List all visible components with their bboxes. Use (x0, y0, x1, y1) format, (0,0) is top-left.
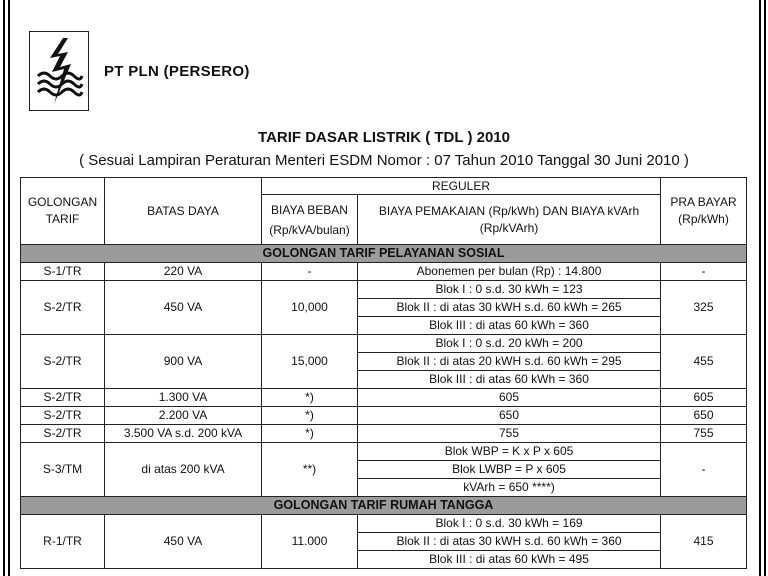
cell-pra-bayar: 605 (661, 389, 747, 407)
tariff-table (20, 177, 747, 569)
cell-biaya-beban: *) (262, 407, 358, 425)
cell-blok-2: Blok II : di atas 30 kWH s.d. 60 kWh = 265 (358, 299, 661, 317)
cell-pra-bayar: 415 (661, 515, 747, 569)
document-title: TARIF DASAR LISTRIK ( TDL ) 2010 (258, 129, 510, 146)
lightning-logo-icon (30, 32, 88, 110)
cell-blok-2: Blok II : di atas 20 kWH s.d. 60 kWh = 295 (358, 353, 661, 371)
document-subtitle: ( Sesuai Lampiran Peraturan Menteri ESDM Nomor : 07 Tahun 2010 Tanggal 30 Juni 2010 ) (79, 152, 689, 169)
cell-pra-bayar: 755 (661, 425, 747, 443)
cell-golongan: S-3/TM (21, 443, 105, 497)
cell-golongan: S-1/TR (21, 263, 105, 281)
cell-batas-daya: 1.300 VA (105, 389, 262, 407)
header-biaya-pemakaian: BIAYA PEMAKAIAN (Rp/kWh) DAN BIAYA kVArh (Rp/kVArh) (358, 195, 661, 245)
cell-batas-daya: 900 VA (105, 335, 262, 389)
cell-biaya-beban: *) (262, 425, 358, 443)
cell-biaya-pemakaian: 755 (358, 425, 661, 443)
section-row (21, 245, 747, 263)
cell-pra-bayar: 650 (661, 407, 747, 425)
cell-biaya-beban: - (262, 263, 358, 281)
table-row (21, 515, 747, 533)
cell-biaya-beban: *) (262, 389, 358, 407)
cell-blok-1: Blok I : 0 s.d. 30 kWh = 123 (358, 281, 661, 299)
table-row (21, 263, 747, 281)
right-border-line (759, 0, 761, 576)
cell-biaya-pemakaian: 605 (358, 389, 661, 407)
right-border-line-inner (764, 0, 766, 576)
left-border-line-inner (8, 0, 10, 576)
header-golongan: GOLONGAN TARIF (21, 178, 105, 245)
cell-blok-wbp: Blok WBP = K x P x 605 (358, 443, 661, 461)
section-row (21, 497, 747, 515)
cell-pra-bayar: 325 (661, 281, 747, 335)
table-row (21, 443, 747, 461)
header-biaya-beban: BIAYA BEBAN (Rp/kVA/bulan) (262, 195, 358, 245)
cell-batas-daya: 3.500 VA s.d. 200 kVA (105, 425, 262, 443)
cell-golongan: S-2/TR (21, 281, 105, 335)
cell-blok-1: Blok I : 0 s.d. 20 kWh = 200 (358, 335, 661, 353)
cell-blok-3: Blok III : di atas 60 kWh = 495 (358, 551, 661, 569)
cell-golongan: S-2/TR (21, 407, 105, 425)
cell-golongan: S-2/TR (21, 425, 105, 443)
cell-biaya-beban: 10,000 (262, 281, 358, 335)
table-row (21, 335, 747, 353)
pln-logo (29, 31, 89, 111)
cell-batas-daya: di atas 200 kVA (105, 443, 262, 497)
cell-batas-daya: 2.200 VA (105, 407, 262, 425)
company-name: PT PLN (PERSERO) (104, 63, 250, 80)
cell-pra-bayar: 455 (661, 335, 747, 389)
cell-biaya-pemakaian: Abonemen per bulan (Rp) : 14.800 (358, 263, 661, 281)
section-title-rumah-tangga: GOLONGAN TARIF RUMAH TANGGA (21, 497, 747, 515)
cell-biaya-beban: 11.000 (262, 515, 358, 569)
table-row (21, 425, 747, 443)
cell-pra-bayar: - (661, 443, 747, 497)
cell-biaya-pemakaian: 650 (358, 407, 661, 425)
cell-pra-bayar: - (661, 263, 747, 281)
cell-blok-2: Blok II : di atas 30 kWH s.d. 60 kWh = 360 (358, 533, 661, 551)
cell-blok-3: Blok III : di atas 60 kWh = 360 (358, 371, 661, 389)
table-row (21, 281, 747, 299)
cell-golongan: S-2/TR (21, 389, 105, 407)
table-row (21, 389, 747, 407)
cell-blok-1: Blok I : 0 s.d. 30 kWh = 169 (358, 515, 661, 533)
cell-kvarh: kVArh = 650 ****) (358, 479, 661, 497)
cell-blok-3: Blok III : di atas 60 kWh = 360 (358, 317, 661, 335)
cell-biaya-beban: **) (262, 443, 358, 497)
table-row (21, 407, 747, 425)
cell-batas-daya: 450 VA (105, 515, 262, 569)
cell-golongan: R-1/TR (21, 515, 105, 569)
cell-golongan: S-2/TR (21, 335, 105, 389)
section-title-sosial: GOLONGAN TARIF PELAYANAN SOSIAL (21, 245, 747, 263)
header-batas-daya: BATAS DAYA (105, 178, 262, 245)
cell-batas-daya: 450 VA (105, 281, 262, 335)
left-border-line (3, 0, 5, 576)
cell-blok-lwbp: Blok LWBP = P x 605 (358, 461, 661, 479)
cell-biaya-beban: 15,000 (262, 335, 358, 389)
cell-batas-daya: 220 VA (105, 263, 262, 281)
header-pra-bayar: PRA BAYAR (Rp/kWh) (661, 178, 747, 245)
header-reguler: REGULER (262, 178, 661, 195)
